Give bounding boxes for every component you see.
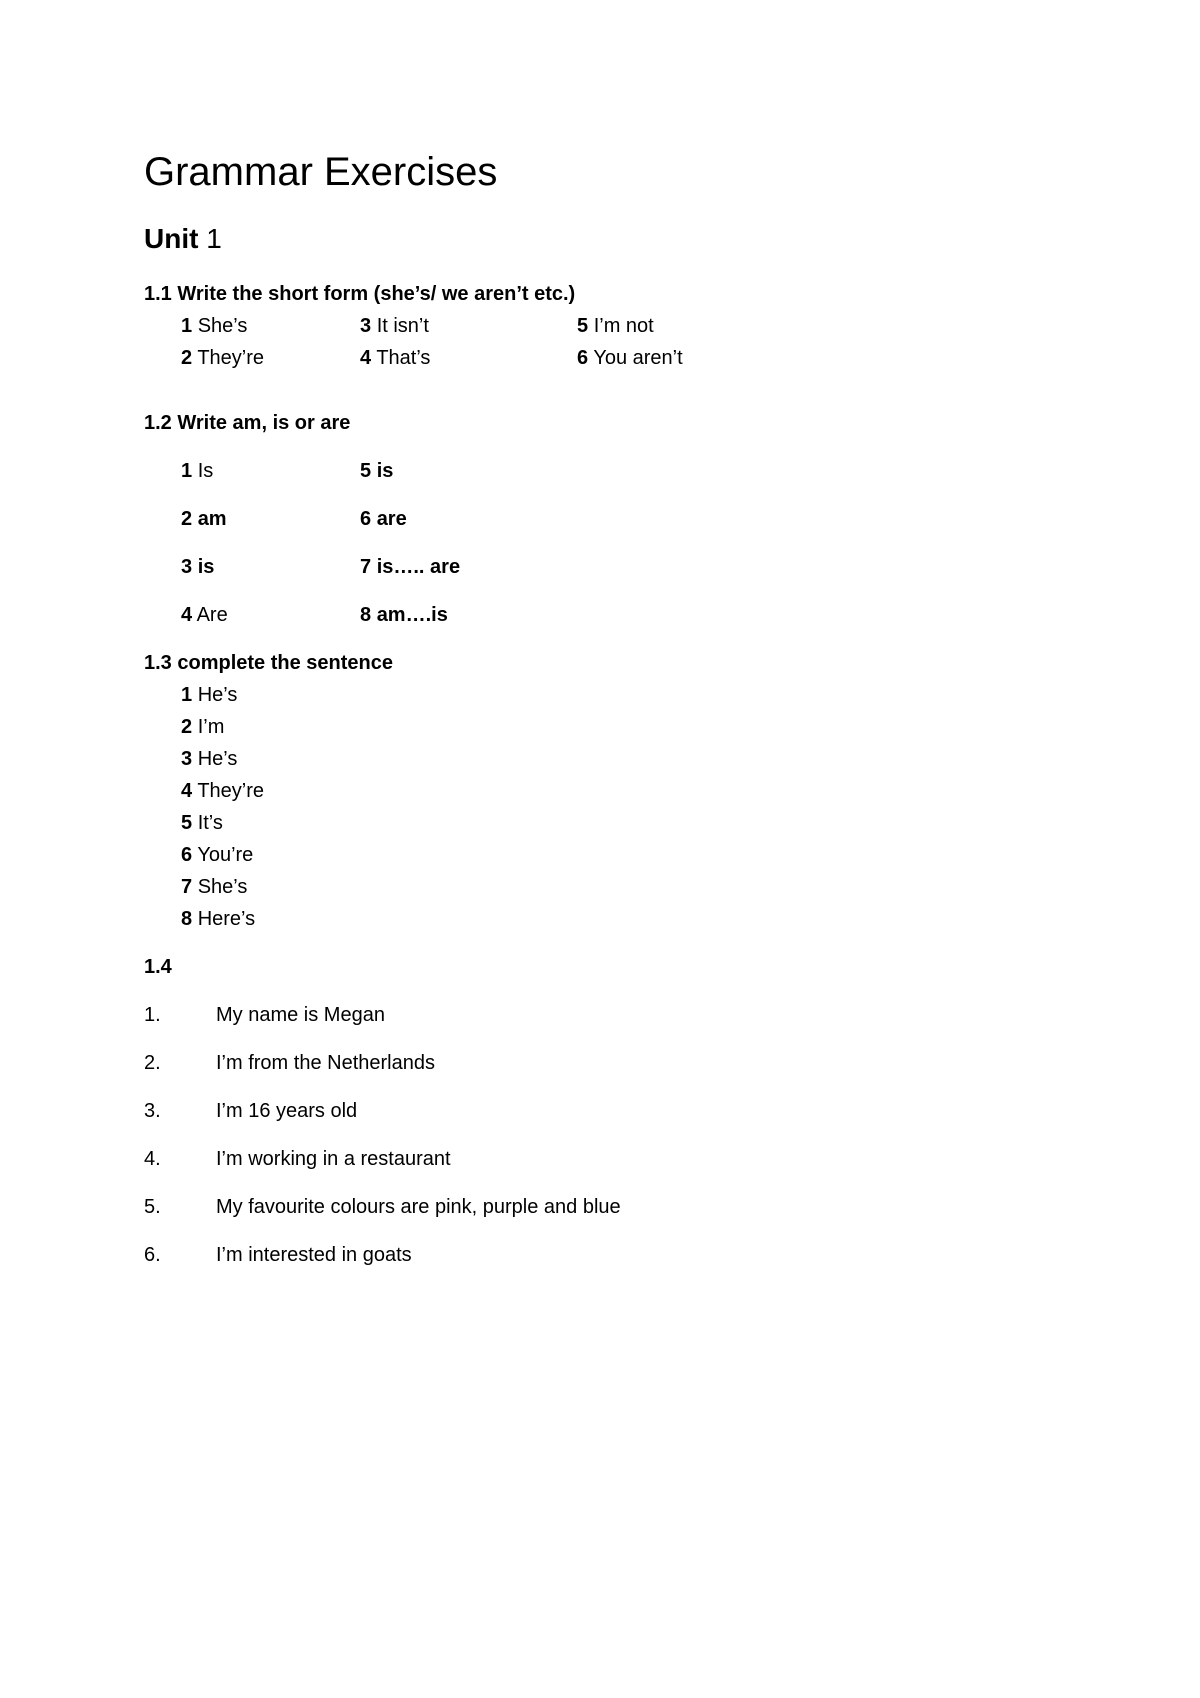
item-text: Here’s [197,908,256,930]
exercise-1-2-item [360,554,460,580]
item-number: 4 [181,604,193,626]
exercise-1-3-item [181,874,247,900]
list-item-number: 3. [144,1100,161,1122]
item-text: I’m not [593,315,654,337]
item-text: He’s [197,748,238,770]
unit-number: 1 [206,223,222,254]
item-number: 6 [360,508,372,530]
item-number: 2 [181,508,193,530]
item-text: is [376,460,394,482]
item-number: 2 [181,716,193,738]
item-text: are [376,508,407,530]
item-number: 1 [181,684,193,706]
list-item-text: I’m 16 years old [216,1100,358,1122]
exercise-1-3-heading: 1.3 complete the sentence [144,652,393,674]
item-text: am….is [376,604,448,626]
exercise-1-2-item [360,506,407,532]
list-item-text: I’m working in a restaurant [216,1148,451,1170]
exercise-1-2-item [181,506,227,532]
item-text: She’s [197,315,248,337]
item-text: am [197,508,227,530]
item-number: 7 [181,876,193,898]
item-text: I’m [197,716,225,738]
exercise-1-3-item [181,906,255,932]
list-item-text: I’m interested in goats [216,1244,412,1266]
item-number: 3 [181,556,193,578]
list-item-number: 5. [144,1196,161,1218]
exercise-1-1-item [577,313,654,339]
item-text: They’re [197,780,265,802]
exercise-1-3-item [181,714,224,740]
item-number: 3 [181,748,193,770]
item-text: It isn’t [376,315,429,337]
exercise-1-3-item [181,746,237,772]
exercise-1-2-heading: 1.2 Write am, is or are [144,412,351,434]
exercise-1-2-item [181,554,214,580]
exercise-1-1-item [360,345,430,371]
exercise-1-3-item [181,778,264,804]
list-item-number: 4. [144,1148,161,1170]
exercise-1-2-item [360,458,393,484]
exercise-1-1-item [360,313,429,339]
item-text: She’s [197,876,248,898]
item-text: That’s [376,347,431,369]
item-text: He’s [197,684,238,706]
unit-label: Unit [144,223,199,254]
item-number: 5 [360,460,372,482]
item-number: 6 [181,844,193,866]
list-item-text: My name is Megan [216,1004,385,1026]
item-number: 5 [181,812,193,834]
item-text: It’s [197,812,223,834]
list-item-number: 6. [144,1244,161,1266]
item-text: Are [196,604,228,626]
exercise-1-1-heading: 1.1 Write the short form (she’s/ we aren’t etc.) [144,283,576,305]
item-text: is….. are [376,556,461,578]
item-number: 4 [360,347,372,369]
item-text: is [197,556,215,578]
item-number: 1 [181,315,193,337]
item-text: They’re [197,347,265,369]
item-text: Is [197,460,214,482]
page-title: Grammar Exercises [144,150,498,194]
item-number: 3 [360,315,372,337]
exercise-1-2-item [181,458,213,484]
list-item-number: 1. [144,1004,161,1026]
item-text: You’re [197,844,254,866]
item-text: You aren’t [593,347,683,369]
exercise-1-3-item [181,842,253,868]
exercise-1-3-item [181,682,237,708]
exercise-1-1-item [181,313,247,339]
item-number: 6 [577,347,589,369]
item-number: 8 [181,908,193,930]
exercise-1-4-heading: 1.4 [144,956,172,978]
exercise-1-2-item [360,602,448,628]
exercise-1-2-item [181,602,228,628]
list-item-text: My favourite colours are pink, purple and blue [216,1196,621,1218]
exercise-1-1-item [577,345,683,371]
item-number: 7 [360,556,372,578]
item-number: 5 [577,315,589,337]
item-number: 1 [181,460,193,482]
unit-heading [144,222,222,256]
item-number: 8 [360,604,372,626]
exercise-1-1-item [181,345,264,371]
item-number: 2 [181,347,193,369]
exercise-1-3-item [181,810,223,836]
item-number: 4 [181,780,193,802]
list-item-number: 2. [144,1052,161,1074]
list-item-text: I’m from the Netherlands [216,1052,435,1074]
